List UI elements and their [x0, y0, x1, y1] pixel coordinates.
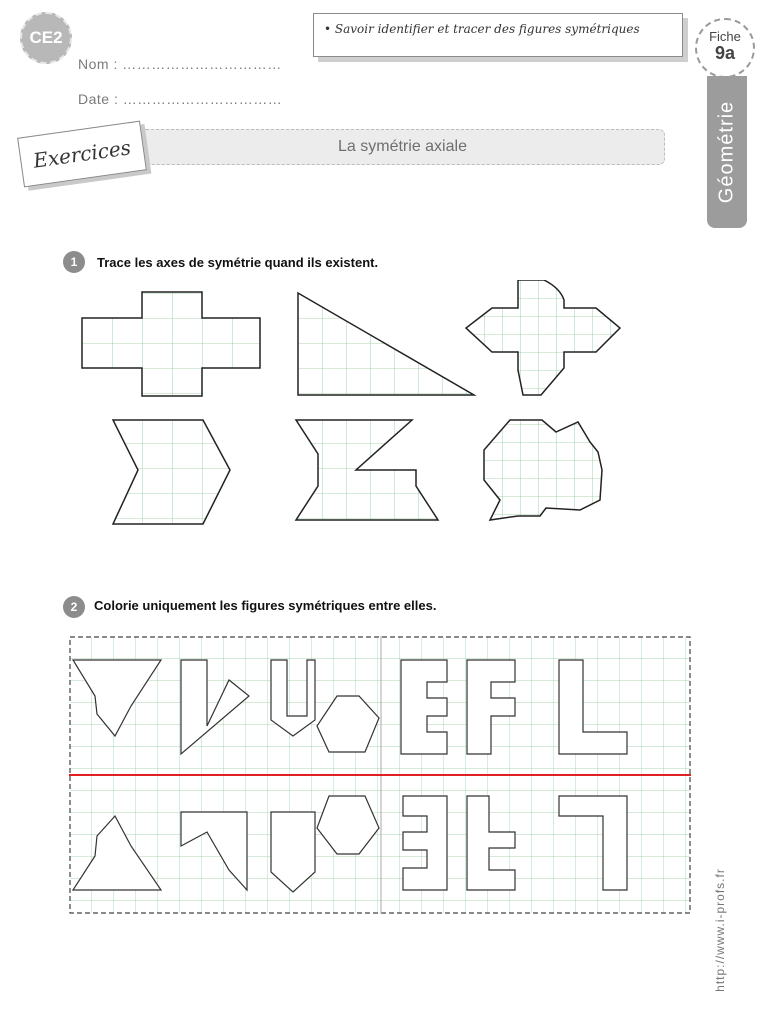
- figure-triangle: [298, 293, 474, 395]
- exercise1-number: 1: [63, 251, 85, 273]
- date-dots: ……………………………: [122, 91, 283, 107]
- figure-irregular: [484, 420, 602, 520]
- exercise2-instruction: Colorie uniquement les figures symétriques entre elles.: [94, 598, 437, 613]
- section-label-text: Exercices: [31, 135, 133, 173]
- subject-label: Géométrie: [715, 100, 738, 204]
- name-dots: ……………………………: [122, 56, 282, 72]
- date-label: Date :: [78, 91, 119, 107]
- figure-z-shape: [296, 420, 438, 520]
- level-text: CE2: [29, 28, 63, 47]
- figure-chevron: [113, 420, 230, 524]
- sheet-number: 9a: [714, 43, 736, 63]
- bottom-letter-e: [403, 796, 447, 890]
- exercise1-figures: [0, 280, 700, 540]
- exercise1-instruction: Trace les axes de symétrie quand ils existent.: [97, 255, 379, 270]
- subject-tab: [707, 76, 747, 228]
- website-credit: [700, 850, 740, 1010]
- exercise2-grid: [69, 636, 693, 916]
- sheet-label: Fiche: [709, 29, 741, 44]
- website-url: http://www.i-profs.fr: [713, 868, 727, 992]
- section-label: [17, 121, 147, 188]
- page-title: La symétrie axiale: [338, 138, 467, 155]
- bullet-icon: •: [324, 22, 335, 36]
- date-field[interactable]: [78, 91, 282, 107]
- figure-cross: [82, 292, 260, 396]
- exercise2-number: 2: [63, 596, 85, 618]
- objective-box: [313, 13, 683, 57]
- level-badge: [20, 12, 72, 64]
- top-letter-e: [401, 660, 447, 754]
- sheet-badge: [695, 18, 755, 78]
- objective-text: Savoir identifier et tracer des figures symétriques: [334, 22, 640, 36]
- title-bar: [140, 129, 665, 165]
- figure-arrow-cross: [466, 280, 620, 395]
- name-field[interactable]: [78, 56, 282, 72]
- name-label: Nom :: [78, 56, 118, 72]
